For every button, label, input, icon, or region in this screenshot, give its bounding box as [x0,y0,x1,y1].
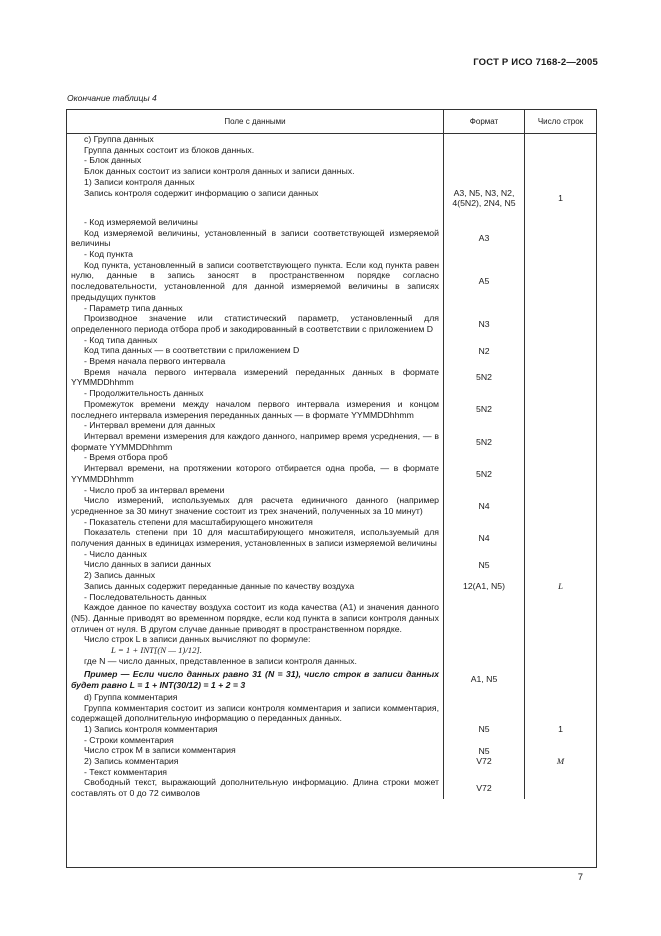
format-cell [443,656,524,667]
row-count-cell [524,335,596,346]
format-cell [443,756,524,767]
field-text: - Число проб за интервал времени [84,484,225,495]
table-row [67,313,596,334]
format-value: V72 [476,783,492,794]
format-cell [443,581,524,592]
table-row [67,666,596,691]
field-text: - Число данных [84,548,147,559]
field-text: - Код типа данных [84,334,158,345]
row-count-cell [524,703,596,724]
format-cell [443,388,524,399]
field-cell [67,581,443,592]
table-row [67,208,596,228]
field-text: - Код пункта [84,249,133,260]
row-count-cell [524,495,596,516]
format-cell [443,703,524,724]
format-cell [443,303,524,314]
field-text: Каждое данное по качеству воздуха состоит из кода качества (А1) и значения данного (N5). Данные приводят во временном порядке, если код пункта в записи контроля данных отличен от нуля. В другом случае данные приводят в пространственном порядке. [71,602,439,634]
field-text: - Текст комментария [84,766,167,777]
row-count-cell [524,745,596,756]
row-count-cell [524,527,596,548]
table-row [67,249,596,260]
field-text: - Интервал времени для данных [84,420,216,431]
table-row [67,777,596,798]
row-count-cell [524,581,596,592]
field-cell [67,155,443,166]
row-count-cell [524,559,596,570]
field-text: d) Группа комментария [84,691,178,702]
field-text: - Блок данных [84,155,142,166]
format-value: A3 [478,233,490,244]
row-count-cell [524,166,596,177]
table-row [67,145,596,156]
format-value: N5 [478,559,490,570]
format-cell [443,692,524,703]
table-row [67,692,596,703]
table-row [67,549,596,560]
field-cell [67,367,443,388]
format-value: N2 [478,345,490,356]
format-value: 5N2 [476,372,492,383]
field-text: Запись контроля содержит информацию о записи данных [84,187,319,198]
field-text: Группа данных состоит из блоков данных. [84,144,255,155]
table-row [67,188,596,208]
format-cell [443,463,524,484]
row-count-cell [524,463,596,484]
field-cell [67,431,443,452]
page-number: 7 [577,872,583,883]
table-row [67,724,596,735]
row-count-cell [524,485,596,496]
format-cell [443,356,524,367]
row-count-cell [524,666,596,691]
field-cell [67,463,443,484]
format-cell [443,335,524,346]
table-row [67,645,596,656]
format-cell [443,134,524,145]
row-count-value: L [558,581,563,592]
field-text: Блок данных состоит из записи контроля данных и записи данных. [84,166,355,177]
format-cell [443,495,524,516]
table-body [67,134,596,868]
row-count-value: 1 [558,724,563,735]
field-cell [67,420,443,431]
format-value: 12(A1, N5) [462,581,505,592]
field-text: - Показатель степени для масштабирующего множителя [84,516,313,527]
field-cell [67,249,443,260]
field-text: 2) Запись комментария [84,756,179,767]
format-value: N4 [478,532,490,543]
row-count-cell [524,634,596,645]
field-cell [67,335,443,346]
field-text: 1) Записи контроля данных [84,176,195,187]
row-count-value: M [556,756,565,767]
format-cell [443,431,524,452]
format-cell [443,420,524,431]
field-text: Код измеряемой величины, установленный в записи соответствующей измеряемой величины [71,227,439,249]
format-cell [443,177,524,188]
format-value: N3 [478,318,490,329]
row-count-value: 1 [558,192,563,203]
field-text: - Последовательность данных [84,591,207,602]
table-row [67,367,596,388]
format-value: 5N2 [476,404,492,415]
field-cell [67,724,443,735]
field-cell [67,145,443,156]
row-count-cell [524,188,596,208]
table-row [67,559,596,570]
field-cell [67,645,443,656]
format-cell [443,345,524,356]
field-text: 2) Запись данных [84,570,156,581]
field-text: - Код измеряемой величины [84,216,198,227]
table-row [67,388,596,399]
field-text: - Параметр типа данных [84,302,183,313]
table-row [67,345,596,356]
field-text: Число строк L в записи данных вычисляют по формуле: [84,634,311,645]
format-value: 5N2 [476,436,492,447]
field-cell [67,134,443,145]
field-text: Время начала первого интервала измерений переданных данных в формате YYMMDDhhmm [71,366,439,388]
table-row [67,134,596,145]
field-text: Число данных в записи данных [84,559,211,570]
field-text: Интервал времени, на протяжении которого отбирается одна проба, — в формате YYMMDDhhmm [71,463,439,484]
row-count-cell [524,249,596,260]
table-row [67,756,596,767]
table-row [67,356,596,367]
field-text: Пример — Если число данных равно 31 (N = 31), число строк в записи данных будет равно L = 1 + INT(30/12) = 1 + 2 = 3 [71,669,439,691]
table-row [67,420,596,431]
row-count-cell [524,228,596,249]
format-cell [443,313,524,334]
row-count-cell [524,356,596,367]
format-cell [443,570,524,581]
field-text: Производное значение или статистический параметр, установленный для определенного периода отбора проб и закодированный в соответствии с приложением D [71,313,439,334]
format-cell [443,602,524,634]
row-count-cell [524,145,596,156]
field-cell [67,666,443,691]
format-value: N5 [478,745,490,756]
format-cell [443,767,524,778]
field-cell [67,656,443,667]
field-cell [67,756,443,767]
table-row [67,767,596,778]
field-cell [67,745,443,756]
field-text: Код пункта, установленный в записи соответствующего пункта. Если код пункта равен нулю, данные в запись заносят в пространственном порядке согласно последовательности, установленной для данной измеряемой величины в записях предыдущих пунктов [71,259,439,302]
field-text: - Продолжительность данных [84,388,204,399]
row-count-cell [524,777,596,798]
row-count-cell [524,517,596,528]
format-cell [443,724,524,735]
row-count-cell [524,592,596,603]
field-text: Группа комментария состоит из записи контроля комментария и записи комментария, содержащей дополнительную информацию о переданных данных. [71,702,439,724]
field-cell [67,188,443,208]
format-value: A3, N5, N3, N2, 4(5N2), 2N4, N5 [452,187,516,208]
field-text: где N — число данных, представленное в записи контроля данных. [84,655,357,666]
table-row [67,303,596,314]
field-cell [67,602,443,634]
row-count-cell [524,549,596,560]
table-row [67,463,596,484]
table-row [67,495,596,516]
format-cell [443,485,524,496]
format-cell [443,549,524,560]
field-cell [67,345,443,356]
row-count-cell [524,313,596,334]
field-cell [67,388,443,399]
field-cell [67,570,443,581]
column-header-format: Формат [443,110,524,133]
standard-code: ГОСТ Р ИСО 7168-2—2005 [473,57,598,68]
row-count-cell [524,177,596,188]
field-cell [67,356,443,367]
table-caption: Окончание таблицы 4 [67,93,157,103]
table-row [67,155,596,166]
field-cell [67,527,443,548]
format-cell [443,517,524,528]
row-count-cell [524,645,596,656]
format-cell [443,367,524,388]
table-row [67,527,596,548]
table-row [67,431,596,452]
field-text: - Время начала первого интервала [84,356,226,367]
format-value: A1, N5 [470,674,498,685]
field-text: Число строк M в записи комментария [84,745,236,756]
field-cell [67,495,443,516]
format-cell [443,634,524,645]
field-cell [67,228,443,249]
table-row [67,602,596,634]
format-value: V72 [476,756,492,767]
table-row [67,452,596,463]
table-row [67,570,596,581]
field-text: L = 1 + INT[(N — 1)/12]. [111,645,202,656]
row-count-cell [524,452,596,463]
field-text: Код типа данных — в соответствии с приложением D [84,345,300,356]
format-cell [443,208,524,228]
row-count-cell [524,735,596,746]
format-cell [443,735,524,746]
field-cell [67,735,443,746]
format-cell [443,188,524,208]
row-count-cell [524,367,596,388]
field-cell [67,767,443,778]
row-count-cell [524,388,596,399]
table-row [67,399,596,420]
row-count-cell [524,155,596,166]
row-count-cell [524,134,596,145]
format-cell [443,666,524,691]
field-cell [67,549,443,560]
row-count-cell [524,420,596,431]
row-count-cell [524,260,596,303]
row-count-cell [524,208,596,228]
format-cell [443,527,524,548]
format-cell [443,155,524,166]
table-row [67,745,596,756]
field-cell [67,177,443,188]
table-row [67,177,596,188]
format-cell [443,166,524,177]
row-count-cell [524,724,596,735]
format-cell [443,228,524,249]
field-cell [67,592,443,603]
row-count-cell [524,399,596,420]
format-value: N5 [478,724,490,735]
field-text: - Строки комментария [84,734,174,745]
field-cell [67,777,443,798]
format-cell [443,260,524,303]
field-text: Показатель степени при 10 для масштабирующего множителя, используемый для получения данных в единицах измерения, установленных в записи измеряемой величины [71,527,439,549]
field-cell [67,703,443,724]
field-text: Свободный текст, выражающий дополнительную информацию. Длина строки может составлять от 0 до 72 символов [71,777,439,799]
row-count-cell [524,303,596,314]
row-count-cell [524,756,596,767]
row-count-cell [524,431,596,452]
table-row [67,634,596,645]
column-header-row-count: Число строк [524,110,596,133]
table-row [67,592,596,603]
field-text: Запись данных содержит переданные данные по качеству воздуха [84,580,355,591]
field-cell [67,692,443,703]
format-cell [443,559,524,570]
table-row [67,485,596,496]
field-cell [67,313,443,334]
row-count-cell [524,656,596,667]
field-text: Интервал времени измерения для каждого данного, например время усреднения, — в формате YYMMDDhhmm [71,430,439,452]
table-row [67,581,596,592]
field-cell [67,559,443,570]
table-row [67,735,596,746]
format-cell [443,452,524,463]
field-cell [67,208,443,228]
column-header-field: Поле с данными [224,117,286,126]
format-value: 5N2 [476,468,492,479]
table-row [67,703,596,724]
format-cell [443,249,524,260]
format-value: A5 [478,276,490,287]
field-cell [67,634,443,645]
field-text: - Время отбора проб [84,452,168,463]
row-count-cell [524,570,596,581]
format-value: N4 [478,500,490,511]
format-cell [443,145,524,156]
table-header-row [67,110,596,134]
table-row [67,260,596,303]
field-text: 1) Запись контроля комментария [84,723,218,734]
field-cell [67,303,443,314]
row-count-cell [524,345,596,356]
row-count-cell [524,767,596,778]
table-row [67,656,596,667]
field-cell [67,517,443,528]
field-cell [67,166,443,177]
field-cell [67,452,443,463]
format-cell [443,745,524,756]
field-text: с) Группа данных [84,134,154,144]
field-cell [67,260,443,303]
row-count-cell [524,692,596,703]
format-cell [443,777,524,798]
table-row [67,517,596,528]
row-count-cell [524,602,596,634]
field-text: Промежуток времени между началом первого интервала измерения и концом последнего интервала измерения переданных данных — в формате YYMMDDhhmm [71,398,439,420]
table-row [67,228,596,249]
table-row [67,335,596,346]
field-cell [67,485,443,496]
table-row [67,166,596,177]
data-table [66,109,597,868]
field-text: Число измерений, используемых для расчета единичного данного (например усредненное за 30 минут значение состоит из трех значений, полученных за 10 минут) [71,495,439,516]
format-cell [443,645,524,656]
format-cell [443,592,524,603]
format-cell [443,399,524,420]
field-cell [67,399,443,420]
